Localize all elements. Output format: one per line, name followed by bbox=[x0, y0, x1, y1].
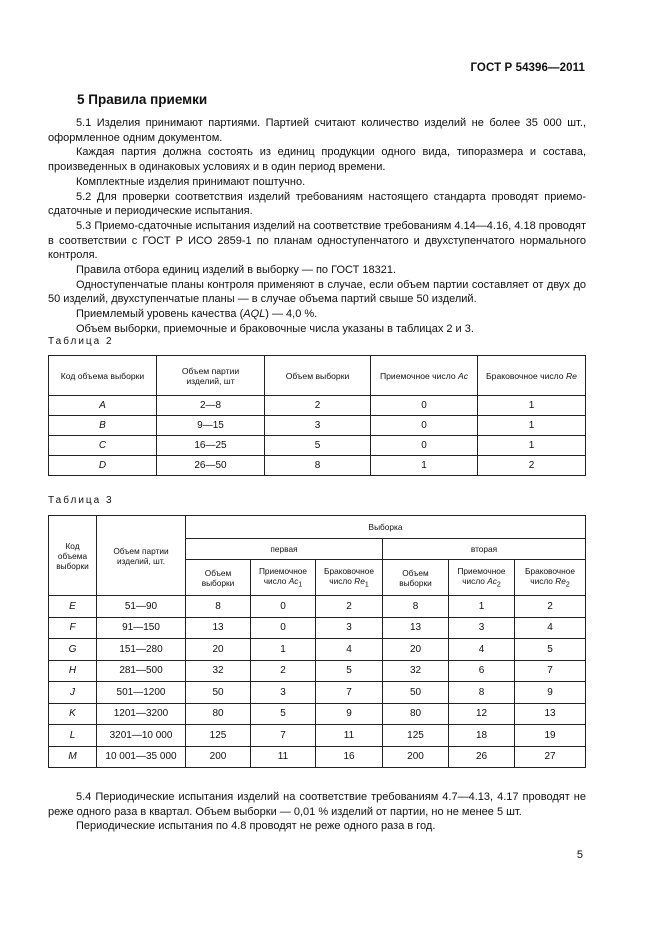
table2-cell-ac: 1 bbox=[371, 456, 478, 476]
table2-cell-ac: 0 bbox=[371, 436, 478, 456]
table3-header-ac2-sub: 2 bbox=[496, 581, 501, 589]
table2-header-ac-symbol: Ac bbox=[458, 370, 469, 381]
table3-cell-re1: 5 bbox=[316, 660, 383, 682]
table2-cell-code: B bbox=[49, 416, 157, 436]
table3-header-ac2-symbol: Ac bbox=[487, 576, 497, 587]
table3-cell-ac1: 7 bbox=[251, 725, 316, 747]
table3-cell-size2: 8 bbox=[383, 596, 449, 618]
table3-caption: Таблица 3 bbox=[48, 495, 114, 506]
table2-cell-sample: 3 bbox=[265, 416, 371, 436]
table3-cell-lot: 3201—10 000 bbox=[97, 725, 186, 747]
table2-header-ac-text: Приемочное число bbox=[379, 370, 459, 381]
table2-header-re-text: Браковочное число bbox=[486, 370, 566, 381]
table3-header-code: Код объема выборки bbox=[49, 516, 97, 596]
table-row bbox=[49, 703, 586, 725]
page-number: 5 bbox=[576, 849, 583, 861]
table3-header-re1-symbol: Re bbox=[354, 576, 365, 587]
table3-cell-ac1: 1 bbox=[251, 639, 316, 661]
table3-header-re1 bbox=[316, 560, 383, 596]
table3-cell-ac2: 1 bbox=[449, 596, 515, 618]
table2-header-code: Код объема выборки bbox=[49, 356, 157, 396]
table3-cell-size1: 125 bbox=[186, 725, 251, 747]
table2-cell-re: 2 bbox=[478, 456, 586, 476]
table2-cell-re: 1 bbox=[478, 436, 586, 456]
table3-cell-lot: 1201—3200 bbox=[97, 703, 186, 725]
table3-cell-re1: 9 bbox=[316, 703, 383, 725]
table3-cell-re1: 2 bbox=[316, 596, 383, 618]
table3-cell-lot: 281—500 bbox=[97, 660, 186, 682]
table-row bbox=[49, 436, 586, 456]
table3-header-re1-text: Браковочное число bbox=[324, 566, 374, 587]
table3-header-re2-text: Браковочное число bbox=[525, 566, 575, 587]
table3-cell-ac2: 18 bbox=[449, 725, 515, 747]
table3-cell-size2: 13 bbox=[383, 617, 449, 639]
table3-cell-re2: 7 bbox=[515, 660, 586, 682]
table3-header-size-2: Объем выборки bbox=[383, 560, 449, 596]
paragraph-aql bbox=[48, 307, 586, 322]
table2-cell-sample: 2 bbox=[265, 396, 371, 416]
table3-cell-ac2: 6 bbox=[449, 660, 515, 682]
aql-text-after: ) — 4,0 %. bbox=[265, 308, 318, 321]
table3-header-ac1-sub: 1 bbox=[298, 581, 303, 589]
table3-header-row-1 bbox=[49, 516, 586, 539]
table3-header-re2-symbol: Re bbox=[555, 576, 566, 587]
table3-cell-re1: 3 bbox=[316, 617, 383, 639]
table3-header-ac1-symbol: Ac bbox=[288, 576, 299, 587]
table3-header-lot: Объем партии изделий, шт. bbox=[97, 516, 186, 596]
table3-cell-ac2: 3 bbox=[449, 617, 515, 639]
table3-cell-lot: 51—90 bbox=[97, 596, 186, 618]
table3-cell-re2: 2 bbox=[515, 596, 586, 618]
table3-cell-re1: 16 bbox=[316, 746, 383, 768]
table3-cell-code: F bbox=[49, 617, 97, 639]
table3-cell-re1: 11 bbox=[316, 725, 383, 747]
table2-cell-lot: 2—8 bbox=[157, 396, 265, 416]
table3-header-re2-sub: 2 bbox=[565, 581, 570, 589]
table3-cell-re1: 7 bbox=[316, 682, 383, 704]
table3-cell-code: G bbox=[49, 639, 97, 661]
table2-caption: Таблица 2 bbox=[48, 336, 114, 347]
table2-cell-re: 1 bbox=[478, 396, 586, 416]
table3-cell-size1: 32 bbox=[186, 660, 251, 682]
table-row bbox=[49, 596, 586, 618]
table3-cell-size2: 80 bbox=[383, 703, 449, 725]
table3-cell-size1: 50 bbox=[186, 682, 251, 704]
table3-cell-size2: 125 bbox=[383, 725, 449, 747]
table3-cell-code: K bbox=[49, 703, 97, 725]
paragraph-sampling-rules: Правила отбора единиц изделий в выборку — по ГОСТ 18321. bbox=[76, 264, 396, 277]
table3-cell-size1: 13 bbox=[186, 617, 251, 639]
table2-cell-re: 1 bbox=[478, 416, 586, 436]
table3-header-size-1: Объем выборки bbox=[186, 560, 251, 596]
table3-header-ac2-text: Приемочное число bbox=[457, 566, 506, 587]
table3-cell-size1: 80 bbox=[186, 703, 251, 725]
table2-cell-code: C bbox=[49, 436, 157, 456]
table3-cell-size2: 32 bbox=[383, 660, 449, 682]
paragraph-5-4: 5.4 Периодические испытания изделий на соответствие требованиям 4.7—4.13, 4.17 проводят не реже одного раза в квартал. Объем выборки — 0,01 % изделий от партии, но не менее 5 шт. bbox=[48, 791, 586, 818]
table3-cell-re2: 5 bbox=[515, 639, 586, 661]
table-row bbox=[49, 746, 586, 768]
section-5-4-body bbox=[48, 790, 586, 834]
table3-cell-size1: 8 bbox=[186, 596, 251, 618]
table3-header-ac2 bbox=[449, 560, 515, 596]
table3-cell-ac1: 5 bbox=[251, 703, 316, 725]
table2 bbox=[48, 355, 586, 476]
table2-cell-lot: 26—50 bbox=[157, 456, 265, 476]
section-heading: 5 Правила приемки bbox=[77, 92, 208, 107]
table2-header-re-symbol: Re bbox=[565, 370, 577, 381]
table3-cell-code: M bbox=[49, 746, 97, 768]
table-row bbox=[49, 416, 586, 436]
table3-cell-ac2: 12 bbox=[449, 703, 515, 725]
table2-cell-sample: 8 bbox=[265, 456, 371, 476]
paragraph-lot-composition: Каждая партия должна состоять из единиц продукции одного вида, типоразмера и состава, произведенных в одинаковых условиях и в один период времени. bbox=[48, 146, 586, 174]
table3-header-first: первая bbox=[186, 539, 383, 560]
table3-cell-re2: 27 bbox=[515, 746, 586, 768]
paragraph-periodic-4-8: Периодические испытания по 4.8 проводят не реже одного раза в год. bbox=[76, 820, 436, 833]
document-id: ГОСТ Р 54396—2011 bbox=[470, 62, 585, 74]
table3-cell-re2: 19 bbox=[515, 725, 586, 747]
table2-header-lot: Объем партии изделий, шт bbox=[157, 356, 265, 396]
table3-cell-size1: 20 bbox=[186, 639, 251, 661]
table2-cell-code: D bbox=[49, 456, 157, 476]
paragraph-tables-reference: Объем выборки, приемочные и браковочные числа указаны в таблицах 2 и 3. bbox=[76, 322, 474, 335]
section-body bbox=[48, 116, 586, 337]
aql-abbr: AQL bbox=[243, 308, 266, 321]
table-row bbox=[49, 682, 586, 704]
table3-cell-size2: 200 bbox=[383, 746, 449, 768]
aql-text-before: Приемлемый уровень качества ( bbox=[76, 308, 244, 321]
paragraph-complete-items: Комплектные изделия принимают поштучно. bbox=[76, 175, 306, 188]
table2-header-ac bbox=[371, 356, 478, 396]
table3-cell-code: E bbox=[49, 596, 97, 618]
paragraph-5-3: 5.3 Приемо-сдаточные испытания изделий на соответствие требованиям 4.14—4.16, 4.18 проводят в соответствии с ГОСТ Р ИСО 2859-1 по планам одноступенчатого и двухступенчатого нормального контроля. bbox=[48, 219, 586, 262]
table-row bbox=[49, 660, 586, 682]
table3-cell-re2: 9 bbox=[515, 682, 586, 704]
table-row bbox=[49, 617, 586, 639]
table3-header-sample: Выборка bbox=[186, 516, 586, 539]
table3-cell-code: J bbox=[49, 682, 97, 704]
table3-cell-re2: 13 bbox=[515, 703, 586, 725]
paragraph-5-1: 5.1 Изделия принимают партиями. Партией считают количество изделий не более 35 000 шт., оформленное одним документом. bbox=[48, 117, 586, 144]
table-row bbox=[49, 639, 586, 661]
table2-cell-code: A bbox=[49, 396, 157, 416]
table3-cell-size1: 200 bbox=[186, 746, 251, 768]
table3-header-re1-sub: 1 bbox=[364, 581, 369, 589]
table3-cell-lot: 151—280 bbox=[97, 639, 186, 661]
table3 bbox=[48, 515, 586, 768]
table2-cell-ac: 0 bbox=[371, 416, 478, 436]
paragraph-5-2: 5.2 Для проверки соответствия изделий требованиям настоящего стандарта проводят приемо-сдаточные и периодические испытания. bbox=[48, 190, 586, 218]
table3-cell-re1: 4 bbox=[316, 639, 383, 661]
table2-cell-sample: 5 bbox=[265, 436, 371, 456]
table3-cell-lot: 91—150 bbox=[97, 617, 186, 639]
table2-header-re bbox=[478, 356, 586, 396]
table3-cell-ac2: 26 bbox=[449, 746, 515, 768]
table3-cell-ac2: 4 bbox=[449, 639, 515, 661]
table3-cell-ac1: 0 bbox=[251, 617, 316, 639]
table3-cell-code: H bbox=[49, 660, 97, 682]
table3-cell-re2: 4 bbox=[515, 617, 586, 639]
table2-cell-lot: 9—15 bbox=[157, 416, 265, 436]
table3-cell-ac1: 2 bbox=[251, 660, 316, 682]
table3-cell-ac1: 0 bbox=[251, 596, 316, 618]
table-row bbox=[49, 456, 586, 476]
table3-cell-ac2: 8 bbox=[449, 682, 515, 704]
table2-header-row bbox=[49, 356, 586, 396]
table3-header-ac1-text: Приемочное число bbox=[258, 566, 308, 587]
table2-header-sample: Объем выборки bbox=[265, 356, 371, 396]
table3-cell-ac1: 3 bbox=[251, 682, 316, 704]
table3-cell-code: L bbox=[49, 725, 97, 747]
table-row bbox=[49, 396, 586, 416]
table3-cell-size2: 50 bbox=[383, 682, 449, 704]
table3-header-ac1 bbox=[251, 560, 316, 596]
table3-cell-lot: 501—1200 bbox=[97, 682, 186, 704]
table2-cell-ac: 0 bbox=[371, 396, 478, 416]
table3-header-re2 bbox=[515, 560, 586, 596]
table3-header-second: вторая bbox=[383, 539, 586, 560]
table-row bbox=[49, 725, 586, 747]
paragraph-control-plans: Одноступенчатые планы контроля применяют в случае, если объем партии составляет от двух до 50 изделий, двухступенчатые планы — в случае объема партий свыше 50 изделий. bbox=[48, 278, 586, 306]
table2-cell-lot: 16—25 bbox=[157, 436, 265, 456]
table3-cell-ac1: 11 bbox=[251, 746, 316, 768]
table3-cell-size2: 20 bbox=[383, 639, 449, 661]
table3-cell-lot: 10 001—35 000 bbox=[97, 746, 186, 768]
